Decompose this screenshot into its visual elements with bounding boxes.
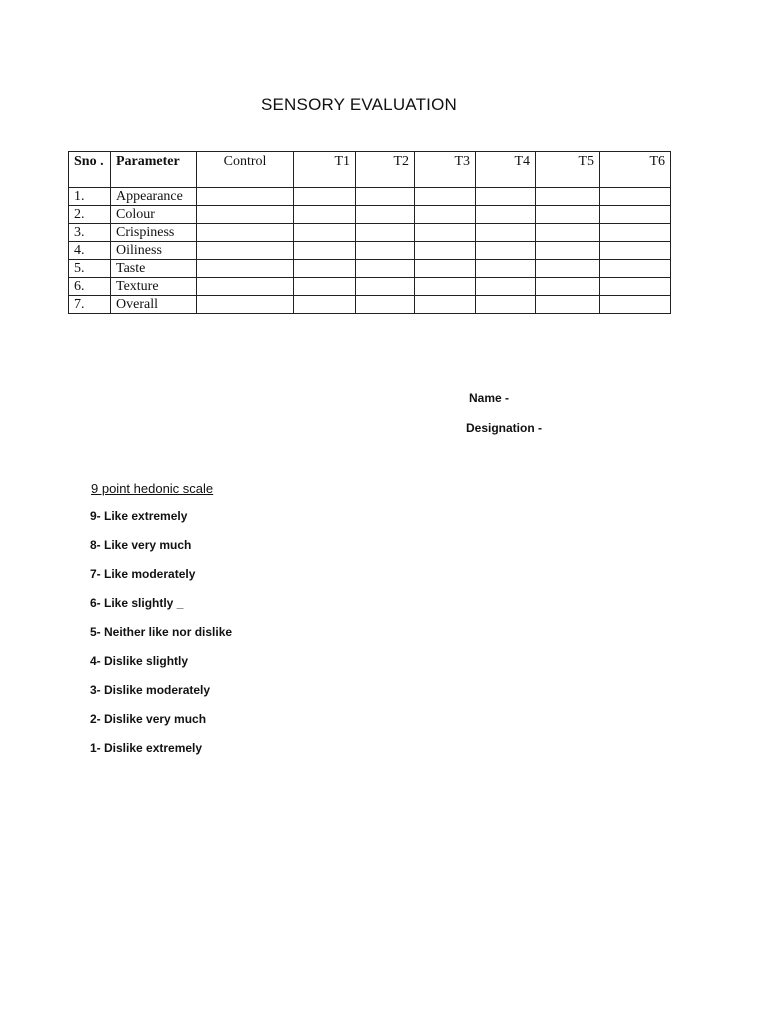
row-parameter: Texture <box>111 278 197 296</box>
cell-t3[interactable] <box>415 278 476 296</box>
table-row <box>69 260 671 278</box>
cell-t1[interactable] <box>294 296 356 314</box>
cell-t6[interactable] <box>600 188 671 206</box>
table-row <box>69 242 671 260</box>
cell-t3[interactable] <box>415 296 476 314</box>
cell-control[interactable] <box>197 296 294 314</box>
cell-t4[interactable] <box>476 188 536 206</box>
cell-control[interactable] <box>197 278 294 296</box>
row-parameter: Colour <box>111 206 197 224</box>
cell-t5[interactable] <box>536 188 600 206</box>
name-label: Name - <box>469 391 510 405</box>
cell-t3[interactable] <box>415 260 476 278</box>
cell-t4[interactable] <box>476 242 536 260</box>
cell-t5[interactable] <box>536 296 600 314</box>
cell-t2[interactable] <box>356 188 415 206</box>
row-parameter: Overall <box>111 296 197 314</box>
cell-t1[interactable] <box>294 188 356 206</box>
cell-t1[interactable] <box>294 224 356 242</box>
cell-t5[interactable] <box>536 260 600 278</box>
cell-control[interactable] <box>197 224 294 242</box>
hedonic-scale-heading: 9 point hedonic scale <box>91 481 214 496</box>
hedonic-scale-item: 1- Dislike extremely <box>90 741 203 755</box>
header-t1: T1 <box>294 152 356 188</box>
cell-t4[interactable] <box>476 224 536 242</box>
hedonic-scale <box>90 481 232 769</box>
hedonic-scale-item: 9- Like extremely <box>90 509 188 523</box>
row-parameter: Crispiness <box>111 224 197 242</box>
cell-t5[interactable] <box>536 242 600 260</box>
cell-t1[interactable] <box>294 278 356 296</box>
cell-t5[interactable] <box>536 278 600 296</box>
hedonic-scale-item: 3- Dislike moderately <box>90 683 211 697</box>
cell-t3[interactable] <box>415 188 476 206</box>
cell-t4[interactable] <box>476 296 536 314</box>
cell-t5[interactable] <box>536 224 600 242</box>
cell-control[interactable] <box>197 260 294 278</box>
cell-t2[interactable] <box>356 278 415 296</box>
header-sno: Sno . <box>69 152 111 188</box>
hedonic-scale-item: 7- Like moderately <box>90 567 196 581</box>
row-sno: 7. <box>69 296 111 314</box>
header-t5: T5 <box>536 152 600 188</box>
row-parameter: Appearance <box>111 188 197 206</box>
hedonic-scale-item: 5- Neither like nor dislike <box>90 625 233 639</box>
designation-label: Designation - <box>466 421 543 435</box>
cell-t1[interactable] <box>294 242 356 260</box>
table-row <box>69 278 671 296</box>
table-header-row <box>69 152 671 188</box>
row-sno: 4. <box>69 242 111 260</box>
cell-t3[interactable] <box>415 224 476 242</box>
hedonic-scale-item: 6- Like slightly _ <box>90 596 184 610</box>
header-t2: T2 <box>356 152 415 188</box>
cell-t6[interactable] <box>600 224 671 242</box>
cell-t2[interactable] <box>356 224 415 242</box>
cell-t6[interactable] <box>600 296 671 314</box>
cell-t2[interactable] <box>356 296 415 314</box>
table-row <box>69 188 671 206</box>
table-row <box>69 296 671 314</box>
hedonic-scale-item: 4- Dislike slightly <box>90 654 189 668</box>
table-row <box>69 224 671 242</box>
hedonic-scale-item: 8- Like very much <box>90 538 192 552</box>
cell-t6[interactable] <box>600 278 671 296</box>
header-control: Control <box>197 152 294 188</box>
header-t4: T4 <box>476 152 536 188</box>
row-sno: 5. <box>69 260 111 278</box>
header-parameter: Parameter <box>111 152 197 188</box>
cell-t2[interactable] <box>356 206 415 224</box>
cell-t1[interactable] <box>294 206 356 224</box>
cell-control[interactable] <box>197 188 294 206</box>
row-parameter: Taste <box>111 260 197 278</box>
cell-t4[interactable] <box>476 260 536 278</box>
page-title: SENSORY EVALUATION <box>260 95 457 114</box>
cell-t3[interactable] <box>415 242 476 260</box>
header-t6: T6 <box>600 152 671 188</box>
row-sno: 3. <box>69 224 111 242</box>
cell-t6[interactable] <box>600 260 671 278</box>
row-sno: 2. <box>69 206 111 224</box>
cell-t6[interactable] <box>600 242 671 260</box>
cell-control[interactable] <box>197 206 294 224</box>
cell-t4[interactable] <box>476 278 536 296</box>
cell-t2[interactable] <box>356 242 415 260</box>
cell-t4[interactable] <box>476 206 536 224</box>
row-sno: 1. <box>69 188 111 206</box>
cell-t3[interactable] <box>415 206 476 224</box>
cell-t6[interactable] <box>600 206 671 224</box>
cell-t5[interactable] <box>536 206 600 224</box>
cell-t2[interactable] <box>356 260 415 278</box>
row-sno: 6. <box>69 278 111 296</box>
table-row <box>69 206 671 224</box>
header-t3: T3 <box>415 152 476 188</box>
hedonic-scale-item: 2- Dislike very much <box>90 712 207 726</box>
cell-t1[interactable] <box>294 260 356 278</box>
sensory-evaluation-table <box>68 151 671 314</box>
cell-control[interactable] <box>197 242 294 260</box>
row-parameter: Oiliness <box>111 242 197 260</box>
